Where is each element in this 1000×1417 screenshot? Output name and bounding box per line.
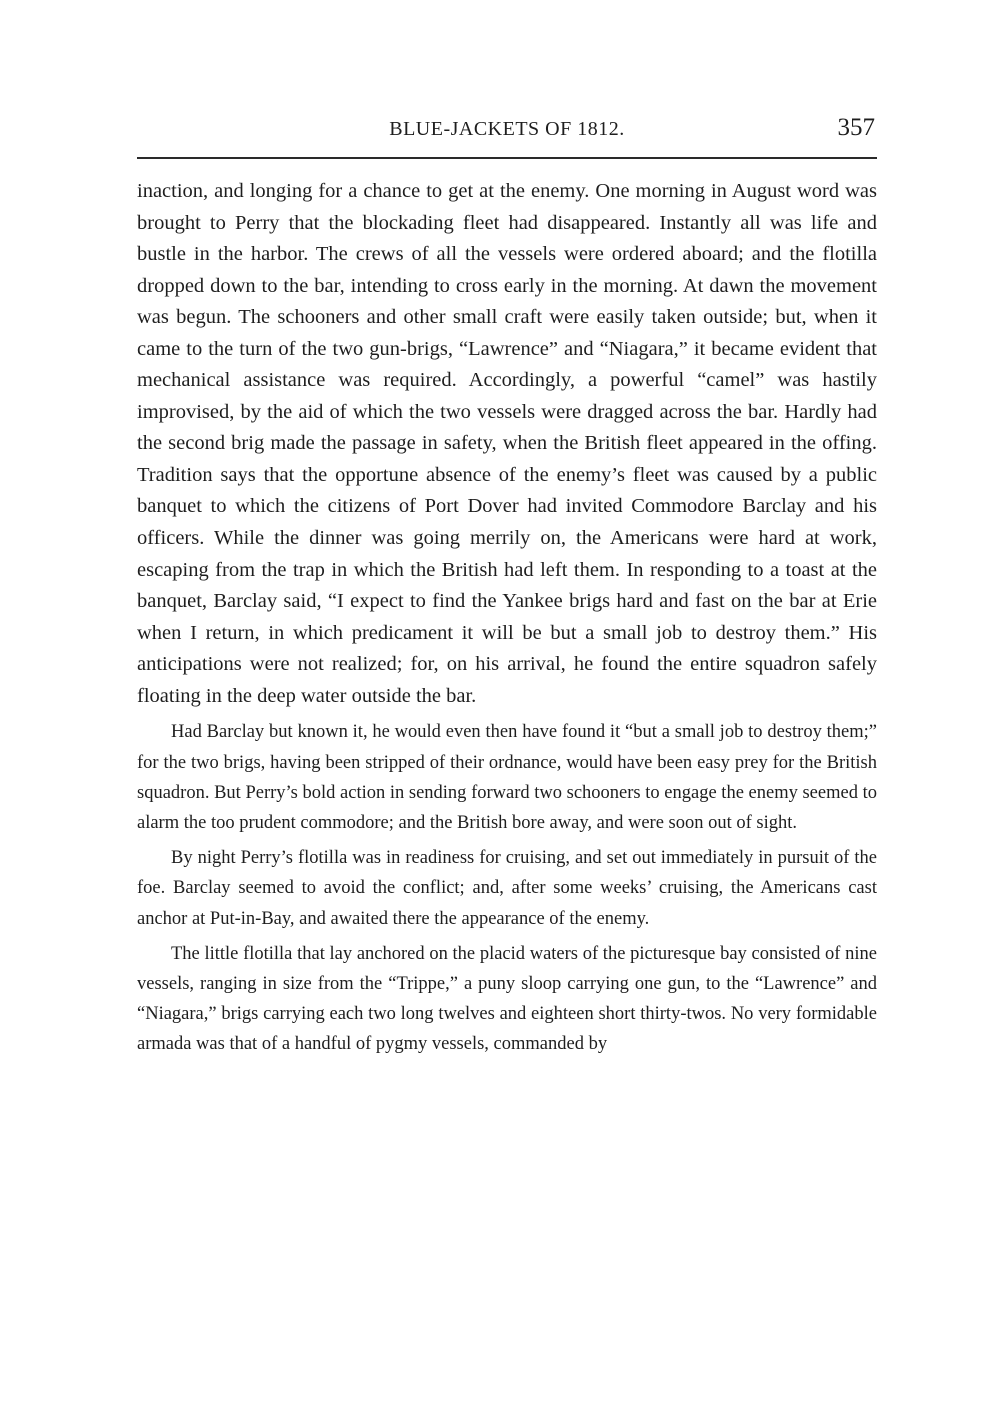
header-rule — [137, 157, 877, 159]
running-head: BLUE-JACKETS OF 1812. — [389, 118, 625, 140]
body-text — [137, 176, 877, 1060]
page-number: 357 — [837, 114, 875, 141]
page-header — [137, 114, 877, 154]
paragraph-4: The little flotilla that lay anchored on the placid waters of the picturesque bay consisted of nine vessels, ranging in size from the “Trippe,” a puny sloop carrying one gun, to the “Lawrence” and “Niagara,” brigs carrying each two long twelves and eighteen short thirty-twos. No very formidable armada was that of a handful of pygmy vessels, commanded by — [137, 943, 877, 1055]
paragraph-2: Had Barclay but known it, he would even then have found it “but a small job to destroy them;” for the two brigs, having been stripped of their ordnance, would have been easy prey for the British squadron. But Perry’s bold action in sending forward two schooners to engage the enemy seemed to alarm the too prudent commodore; and the British bore away, and were soon out of sight. — [137, 722, 877, 833]
paragraph-3: By night Perry’s flotilla was in readiness for cruising, and set out immediately in pursuit of the foe. Barclay seemed to avoid the conflict; and, after some weeks’ cruising, the Americans cast anchor at Put-in-Bay, and awaited there the appearance of the enemy. — [137, 848, 877, 929]
paragraph-1: inaction, and longing for a chance to get at the enemy. One morning in August word was brought to Perry that the blockading fleet had disappeared. Instantly all was life and bustle in the harbor. The crews of all the vessels were ordered aboard; and the flotilla dropped down to the bar, intending to cross early in the morning. At dawn the movement was begun. The schooners and other small craft were easily taken outside; but, when it came to the turn of the two gun-brigs, “Lawrence” and “Niagara,” it became evident that mechanical assistance was required. Accordingly, a powerful “camel” was hastily improvised, by the aid of which the two vessels were dragged across the bar. Hardly had the second brig made the passage in safety, when the British fleet appeared in the offing. Tradition says that the opportune absence of the enemy’s fleet was caused by a public banquet to which the citizens of Port Dover had invited Commodore Barclay and his officers. While the dinner was going merrily on, the Americans were hard at work, escaping from the trap in which the British had left them. In responding to a toast at the banquet, Barclay said, “I expect to find the Yankee brigs hard and fast on the bar at Erie when I return, in which predicament it will be but a small job to destroy them.” His anticipations were not realized; for, on his arrival, he found the entire squadron safely floating in the deep water outside the bar. — [137, 180, 877, 707]
